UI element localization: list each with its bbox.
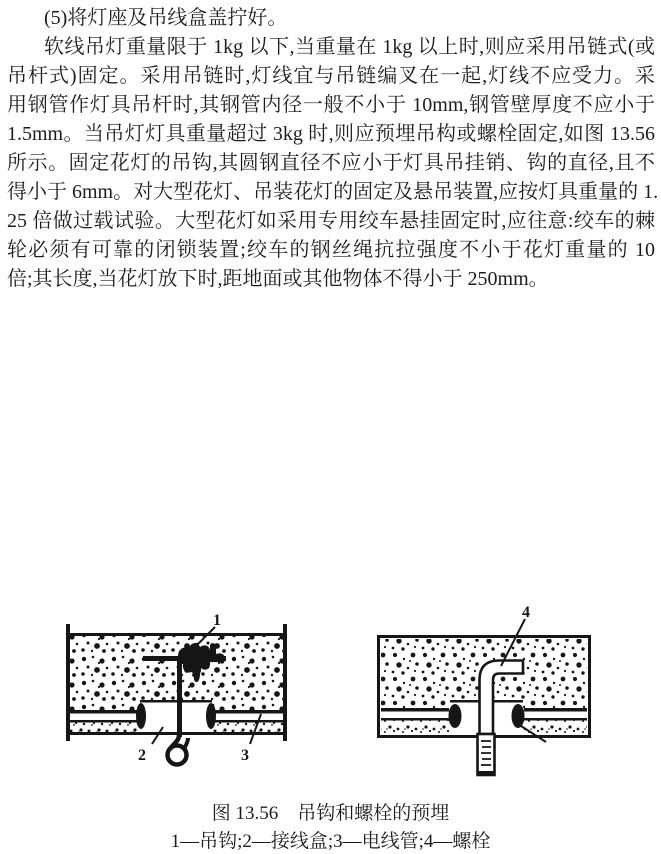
slab-right-edge	[283, 624, 287, 741]
junction-box	[140, 700, 212, 732]
text-line: 所示。固定花灯的吊钩,其圆钢直径不应小于灯具吊挂销、钩的直径,且不	[7, 152, 655, 174]
plaster-strip-left	[381, 721, 449, 734]
conduit-bottom-line-left	[70, 720, 140, 723]
slab-left-edge	[66, 624, 70, 741]
bolt-end-cap	[478, 771, 495, 776]
figure-13-56	[0, 300, 661, 852]
text-line: 用钢管作灯具吊杆时,其钢管内径一般不小于 10mm,钢管壁厚度不应小于	[7, 94, 655, 116]
slab-section	[66, 624, 287, 741]
text-line: 1.5mm。当吊灯灯具重量超过 3kg 时,则应预埋吊构或螺栓固定,如图 13.56	[7, 123, 655, 145]
figure-legend: 1—吊钩;2—接线盒;3—电线管;4—螺栓	[170, 831, 491, 852]
conduit-end-right	[512, 704, 525, 728]
text-line: 吊杆式)固定。采用吊链时,灯线宜与吊链编叉在一起,灯线不应受力。采	[7, 65, 655, 87]
conduit-top-line-left	[381, 708, 449, 712]
hook-tail	[184, 738, 188, 749]
text-line: (5)将灯座及吊线盒盖拧好。	[44, 7, 288, 29]
callout-4-bolt: 4	[522, 604, 530, 621]
conduit-top-line-right	[524, 708, 587, 712]
figure-caption: 图 13.56 吊钩和螺栓的预埋	[211, 803, 450, 824]
text-line: 25 倍做过载试验。大型花灯如采用专用绞车悬挂固定时,应往意:绞车的棘	[7, 210, 655, 232]
callout-1-hook: 1	[213, 612, 221, 629]
text-line: 软线吊灯重量限于 1kg 以下,当重量在 1kg 以上时,则应采用吊链式(或	[44, 36, 655, 58]
conduit-top-line-right	[212, 710, 283, 714]
plaster-strip-right	[212, 723, 283, 733]
junction-box-top	[140, 700, 212, 703]
conduit-end-left	[136, 703, 146, 729]
hook-rod	[177, 658, 182, 737]
slab-top-line	[66, 633, 287, 636]
conduit-end-right	[206, 703, 216, 729]
body-text	[7, 4, 659, 294]
concrete-texture	[70, 636, 283, 710]
text-line: 得小于 6mm。对大型花灯、吊装花灯的固定及悬吊装置,应按灯具重量的 1.	[7, 181, 659, 203]
ceiling-bottom-line	[70, 732, 283, 735]
conduit-top-line-left	[70, 710, 140, 714]
plaster-strip-left	[70, 723, 140, 733]
callout-3-conduit: 3	[241, 747, 249, 764]
hook-embedment-diagram	[50, 606, 300, 776]
callout-2-junction-box: 2	[138, 747, 146, 764]
conduit-bottom-line-right	[524, 718, 587, 721]
conduit-bottom-line-left	[381, 718, 449, 721]
conduit-end-left	[449, 704, 462, 728]
bolt-embedment-diagram	[360, 603, 610, 783]
conduit-bottom-line-right	[212, 720, 283, 723]
plaster-strip-right	[524, 721, 587, 734]
text-line: 倍;其长度,当花灯放下时,距地面或其他物体不得小于 250mm。	[7, 268, 549, 290]
text-line: 轮必须有可靠的闭锁装置;绞车的钢丝绳抗拉强度不小于花灯重量的 10	[7, 239, 655, 261]
